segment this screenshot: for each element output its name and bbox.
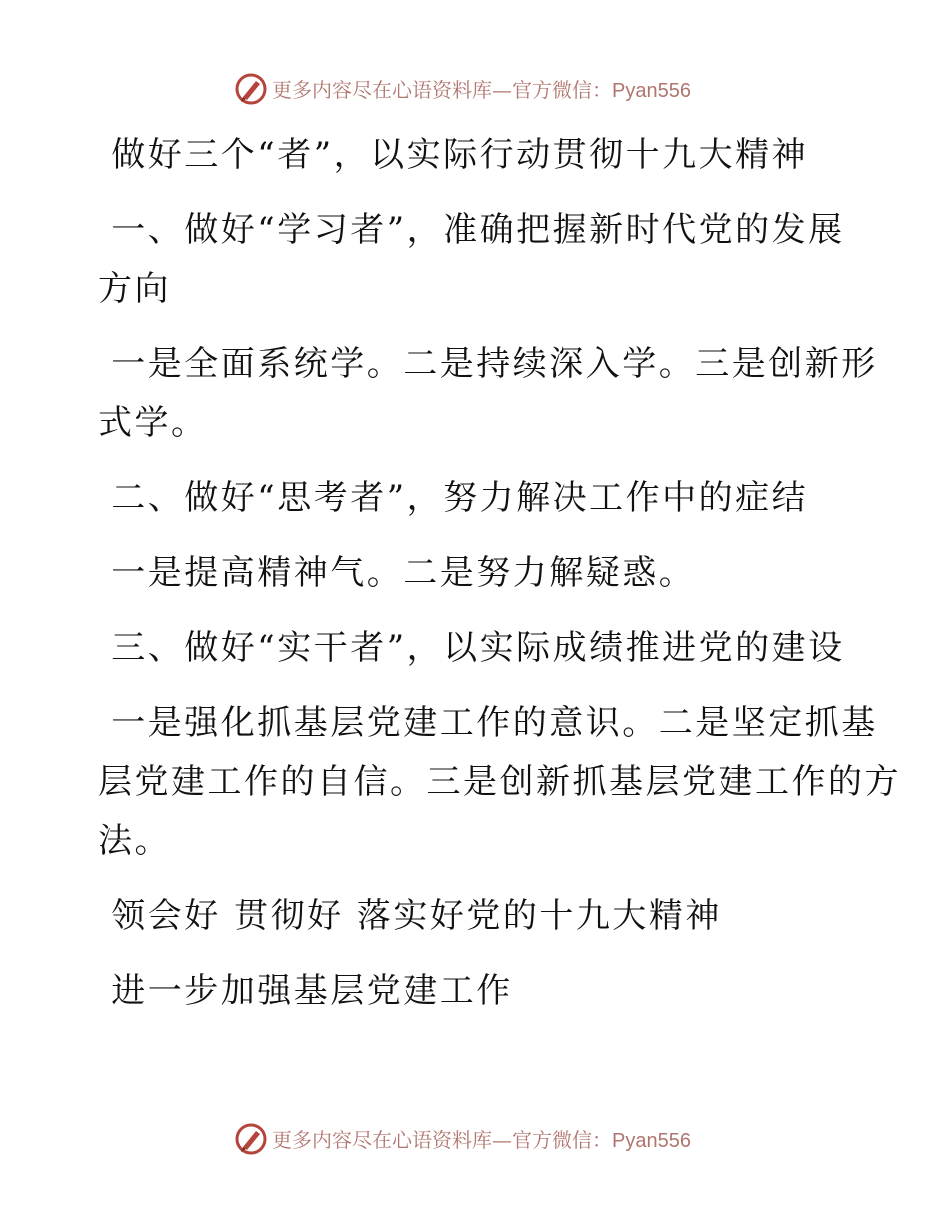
header-watermark bbox=[0, 70, 950, 110]
pen-circle-logo bbox=[234, 1122, 268, 1156]
wechat-id: Pyan556 bbox=[612, 80, 691, 102]
footer-watermark bbox=[0, 1120, 950, 1160]
section-1-heading-continued: 方向 bbox=[98, 269, 171, 309]
section-3-body-end: 法。 bbox=[98, 821, 171, 861]
document-title: 做好三个“者”，以实际行动贯彻十九大精神 bbox=[98, 135, 809, 175]
pen-circle-logo bbox=[234, 72, 268, 106]
section-1-body-continued: 式学。 bbox=[98, 403, 208, 443]
section-3-body: 一是强化抓基层党建工作的意识。二是坚定抓基 bbox=[98, 703, 878, 743]
section-2-heading: 二、做好“思考者”，努力解决工作中的症结 bbox=[98, 478, 809, 518]
closing-line-1: 领会好 贯彻好 落实好党的十九大精神 bbox=[98, 896, 722, 936]
section-3-heading: 三、做好“实干者”，以实际成绩推进党的建设 bbox=[98, 628, 845, 668]
section-1-heading: 一、做好“学习者”，准确把握新时代党的发展 bbox=[98, 210, 845, 250]
section-2-body: 一是提高精神气。二是努力解疑惑。 bbox=[98, 553, 696, 593]
section-1-body: 一是全面系统学。二是持续深入学。三是创新形 bbox=[98, 344, 878, 384]
watermark-text: 更多内容尽在心语资料库—官方微信：Pyan556 bbox=[272, 1128, 691, 1152]
wechat-id: Pyan556 bbox=[612, 1130, 691, 1152]
closing-line-2: 进一步加强基层党建工作 bbox=[98, 971, 513, 1011]
section-3-body-continued: 层党建工作的自信。三是创新抓基层党建工作的方 bbox=[98, 762, 901, 802]
watermark-text: 更多内容尽在心语资料库—官方微信：Pyan556 bbox=[272, 78, 691, 102]
document-body bbox=[98, 126, 901, 1021]
